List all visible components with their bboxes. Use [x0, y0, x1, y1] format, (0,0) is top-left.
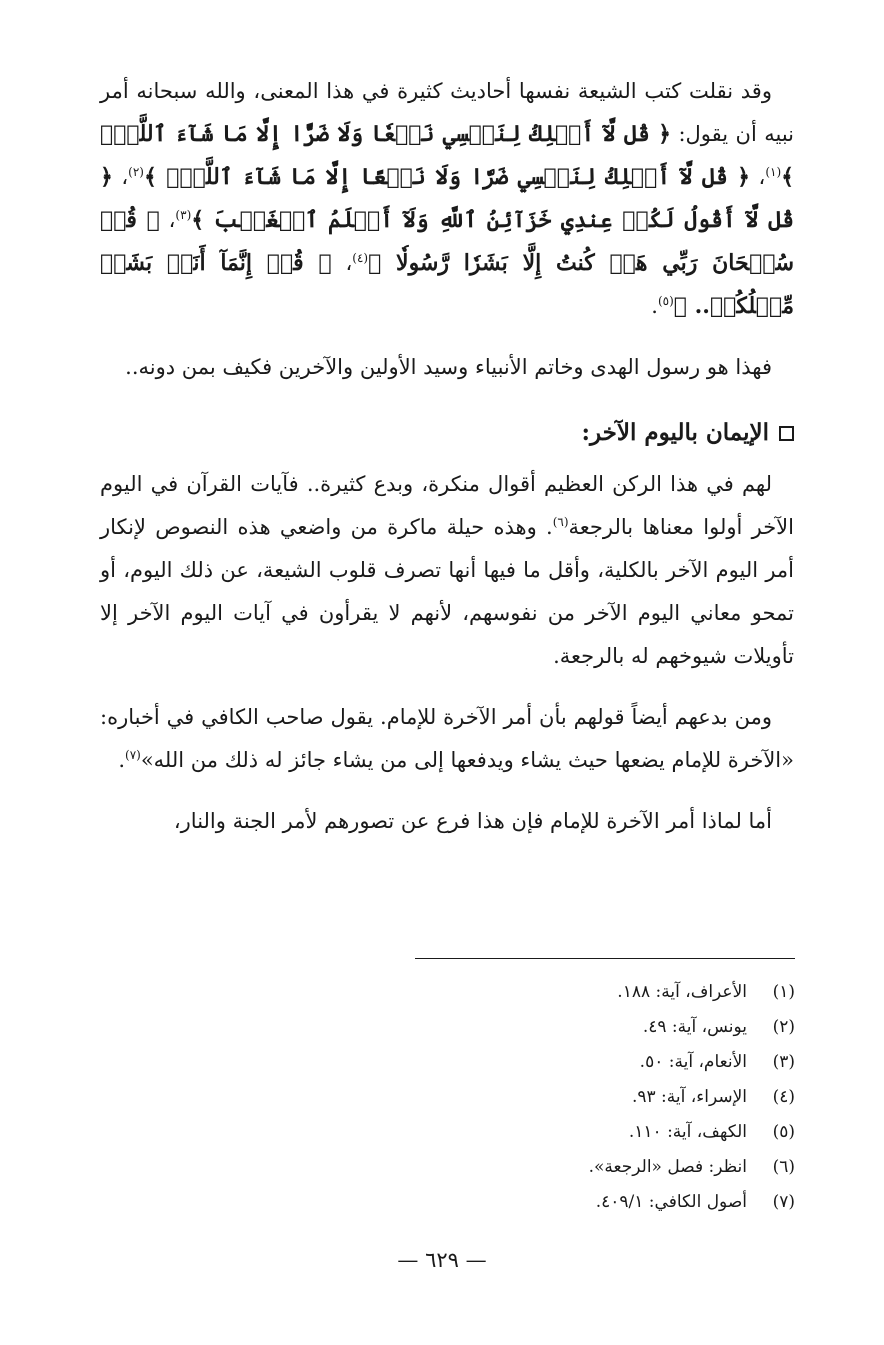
- footnote-item: [415, 1150, 795, 1185]
- paragraph-4: [100, 696, 794, 782]
- paragraph-text: وقد نقلت كتب الشيعة نفسها أحاديث كثيرة في هذا المعنى، والله سبحانه أمر نبيه أن يقول:: [100, 79, 794, 146]
- quran-verse-5: ﴿ قُلۡ إِنَّمَآ أَنَا۠ بَشَرٞ مِّثۡلُكُمۡ.. ﴾: [100, 250, 794, 319]
- paragraph-5: أما لماذا أمر الآخرة للإمام فإن هذا فرع عن تصورهم لأمر الجنة والنار،: [173, 809, 772, 833]
- footnote-ref-1: (١): [765, 165, 782, 179]
- footnote-ref-7: (٧): [125, 748, 141, 762]
- footnote-number: (٧): [772, 1192, 795, 1212]
- separator: ،: [750, 165, 766, 189]
- page-body: [100, 70, 794, 843]
- section-heading-text: الإيمان باليوم الآخر:: [581, 419, 769, 446]
- period: .: [118, 748, 125, 772]
- footnote-text: الكهف، آية: ١١٠.: [628, 1122, 747, 1142]
- paragraph-1: [100, 70, 794, 328]
- footnote-number: (٤): [772, 1087, 795, 1107]
- footnote-number: (٢): [772, 1017, 795, 1037]
- footnote-divider: [415, 958, 795, 959]
- footnote-item: [415, 1185, 795, 1220]
- quran-verse-4: ﴿ قُلۡ سُبۡحَانَ رَبِّي هَلۡ كُنتُ إِلَّا بَشَرٗا رَّسُولٗا ﴾: [100, 207, 795, 276]
- page-number: — ٦٢٩ —: [397, 1248, 487, 1272]
- footnote-number: (٣): [772, 1052, 795, 1072]
- paragraph-text: لهم في هذا الركن العظيم أقوال منكرة، وبدع كثيرة.. فآيات القرآن في اليوم الآخر أولوا معناها بالرجعة: [100, 472, 794, 539]
- paragraph-3: [100, 463, 794, 678]
- footnote-item: [415, 1115, 795, 1150]
- period: .: [651, 294, 658, 318]
- separator: ،: [331, 251, 353, 275]
- footnote-item: [415, 975, 795, 1010]
- footnote-ref-5: (٥): [657, 294, 674, 308]
- footnote-text: يونس، آية: ٤٩.: [642, 1017, 747, 1037]
- paragraph-2: فهذا هو رسول الهدى وخاتم الأنبياء وسيد الأولين والآخرين فكيف بمن دونه..: [125, 355, 772, 379]
- section-heading: [100, 413, 794, 453]
- paragraph-text: ومن بدعهم أيضاً قولهم بأن أمر الآخرة للإمام. يقول صاحب الكافي في أخباره: «الآخرة للإمام يضعها حيث يشاء ويدفعها إلى من يشاء جائز له ذلك من الله»: [100, 705, 794, 772]
- footnote-text: أصول الكافي: ٤٠٩/١.: [595, 1192, 747, 1212]
- footnote-item: [415, 1080, 795, 1115]
- footnote-text: الإسراء، آية: ٩٣.: [631, 1087, 747, 1107]
- quran-verse-1: ﴿ قُل لَّآ أَمۡلِكُ لِنَفۡسِي نَفۡعٗا وَلَا ضَرًّا إِلَّا مَا شَآءَ ٱللَّهُۚ ﴾: [100, 121, 795, 190]
- footnote-item: [415, 1045, 795, 1080]
- footnote-item: [415, 1010, 795, 1045]
- square-icon: [779, 426, 794, 441]
- quran-verse-2: ﴿ قُل لَّآ أَمۡلِكُ لِنَفۡسِي ضَرّٗا وَلَا نَفۡعًا إِلَّا مَا شَآءَ ٱللَّهُۗ ﴾: [143, 164, 751, 190]
- separator: ،: [159, 208, 176, 232]
- footnotes: [415, 975, 795, 1220]
- footnote-text: الأعراف، آية: ١٨٨.: [617, 982, 747, 1002]
- footnote-ref-3: (٣): [175, 208, 192, 222]
- footnote-ref-2: (٢): [128, 165, 144, 179]
- footnote-ref-4: (٤): [352, 251, 369, 265]
- quran-verse-3: ﴿ قُل لَّآ أَقُولُ لَكُمۡ عِندِي خَزَآئِنُ ٱللَّهِ وَلَآ أَعۡلَمُ ٱلۡغَيۡبَ ﴾: [100, 164, 794, 233]
- footnote-text: الأنعام، آية: ٥٠.: [639, 1052, 747, 1072]
- footnote-text: انظر: فصل «الرجعة».: [588, 1157, 747, 1177]
- footnote-number: (١): [772, 982, 795, 1002]
- footnote-ref-6: (٦): [552, 515, 569, 529]
- footnote-number: (٦): [772, 1157, 795, 1177]
- footnote-number: (٥): [772, 1122, 795, 1142]
- separator: ،: [112, 165, 129, 189]
- paragraph-text: . وهذه حيلة ماكرة من واضعي هذه النصوص لإنكار أمر اليوم الآخر بالكلية، وأقل ما فيها أنها تصرف قلوب الشيعة، عن ذلك اليوم، أو تمحو معاني اليوم الآخر من نفوسهم، لأنهم لا يقرأون في آيات اليوم الآخر إلا تأويلات شيوخهم له بالرجعة.: [100, 515, 794, 668]
